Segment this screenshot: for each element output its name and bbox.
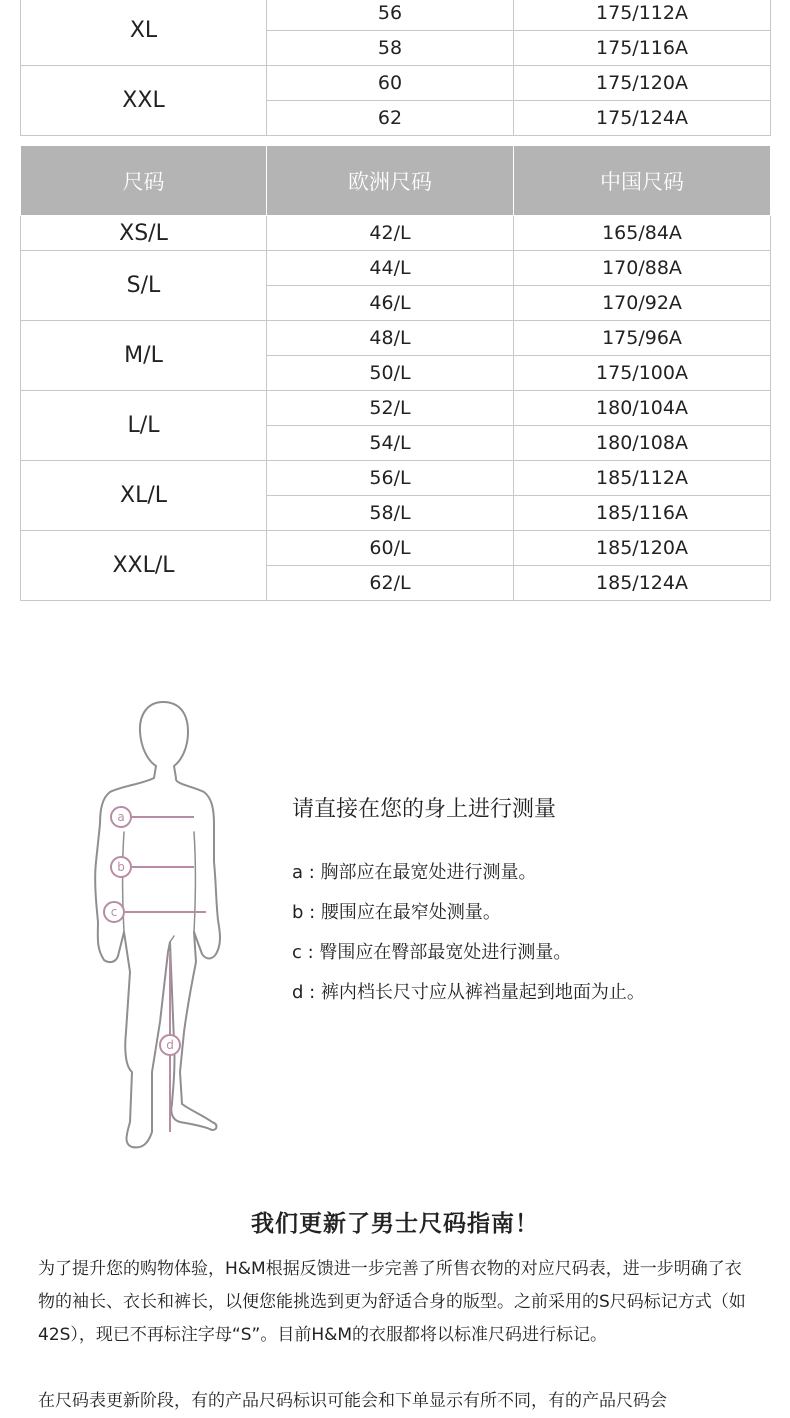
update-heading: 我们更新了男士尺码指南！ xyxy=(251,1211,539,1237)
eu-size-cell: 44/L xyxy=(267,251,514,286)
eu-size-cell: 52/L xyxy=(267,391,514,426)
cn-size-cell: 170/92A xyxy=(514,286,771,321)
size-cell: L/L xyxy=(21,391,267,461)
cn-size-cell: 175/100A xyxy=(514,356,771,391)
eu-size-cell: 62 xyxy=(267,101,514,136)
guide-line-d: d : 裤内档长尺寸应从裤裆量起到地面为止。 xyxy=(292,982,645,1003)
size-cell: XL/L xyxy=(21,461,267,531)
eu-size-cell: 60 xyxy=(267,66,514,101)
eu-size-cell: 56 xyxy=(267,0,514,31)
measurement-guide-title: 请直接在您的身上进行测量 xyxy=(292,797,557,822)
cn-size-cell: 165/84A xyxy=(514,216,771,251)
measurement-guide-list xyxy=(292,860,645,1020)
cn-size-cell: 175/112A xyxy=(514,0,771,31)
table-row xyxy=(21,216,771,251)
cn-size-cell: 185/112A xyxy=(514,461,771,496)
eu-size-cell: 62/L xyxy=(267,566,514,601)
column-header-eu: 欧洲尺码 xyxy=(267,146,514,216)
guide-line-c: c : 臀围应在臀部最宽处进行测量。 xyxy=(292,942,572,963)
cn-size-cell: 185/120A xyxy=(514,531,771,566)
cn-size-cell: 175/120A xyxy=(514,66,771,101)
table-row xyxy=(21,531,771,566)
table-row xyxy=(21,66,771,101)
table-row xyxy=(21,251,771,286)
eu-size-cell: 46/L xyxy=(267,286,514,321)
guide-line-a: a : 胸部应在最宽处进行测量。 xyxy=(292,862,537,883)
marker-b-label: b xyxy=(117,860,125,874)
cn-size-cell: 175/96A xyxy=(514,321,771,356)
size-cell: M/L xyxy=(21,321,267,391)
eu-size-cell: 58/L xyxy=(267,496,514,531)
cn-size-cell: 180/108A xyxy=(514,426,771,461)
guide-line-b: b : 腰围应在最窄处测量。 xyxy=(292,902,501,923)
cn-size-cell: 185/116A xyxy=(514,496,771,531)
eu-size-cell: 50/L xyxy=(267,356,514,391)
table-header-row xyxy=(21,146,771,216)
eu-size-cell: 58 xyxy=(267,31,514,66)
cn-size-cell: 185/124A xyxy=(514,566,771,601)
size-table-regular xyxy=(20,0,771,136)
marker-a-label: a xyxy=(117,810,125,824)
size-cell: XXL xyxy=(21,66,267,136)
table-row xyxy=(21,0,771,31)
table-row xyxy=(21,461,771,496)
body-measurement-figure xyxy=(90,692,240,1152)
size-table-long xyxy=(20,146,771,601)
size-cell: XXL/L xyxy=(21,531,267,601)
table-row xyxy=(21,391,771,426)
size-cell: XS/L xyxy=(21,216,267,251)
size-cell: XL xyxy=(21,0,267,66)
eu-size-cell: 56/L xyxy=(267,461,514,496)
column-header-size: 尺码 xyxy=(21,146,267,216)
marker-c-label: c xyxy=(110,905,118,919)
eu-size-cell: 54/L xyxy=(267,426,514,461)
marker-d-label: d xyxy=(166,1038,174,1052)
cn-size-cell: 180/104A xyxy=(514,391,771,426)
update-paragraph: 为了提升您的购物体验，H&M根据反馈进一步完善了所售衣物的对应尺码表，进一步明确了衣物的袖长、衣长和裤长，以便您能挑选到更为舒适合身的版型。之前采用的S尺码标记方式（如42S），现已不再标注字母“S”。目前H&M的衣服都将以标准尺码进行标记。 xyxy=(38,1259,746,1345)
cn-size-cell: 175/124A xyxy=(514,101,771,136)
size-cell: S/L xyxy=(21,251,267,321)
cn-size-cell: 175/116A xyxy=(514,31,771,66)
table-row xyxy=(21,321,771,356)
column-header-cn: 中国尺码 xyxy=(514,146,771,216)
male-body-outline-icon xyxy=(90,692,240,1152)
eu-size-cell: 60/L xyxy=(267,531,514,566)
cn-size-cell: 170/88A xyxy=(514,251,771,286)
eu-size-cell: 48/L xyxy=(267,321,514,356)
update-paragraph-cutoff: 在尺码表更新阶段，有的产品尺码标识可能会和下单显示有所不同，有的产品尺码会 xyxy=(38,1391,667,1411)
eu-size-cell: 42/L xyxy=(267,216,514,251)
